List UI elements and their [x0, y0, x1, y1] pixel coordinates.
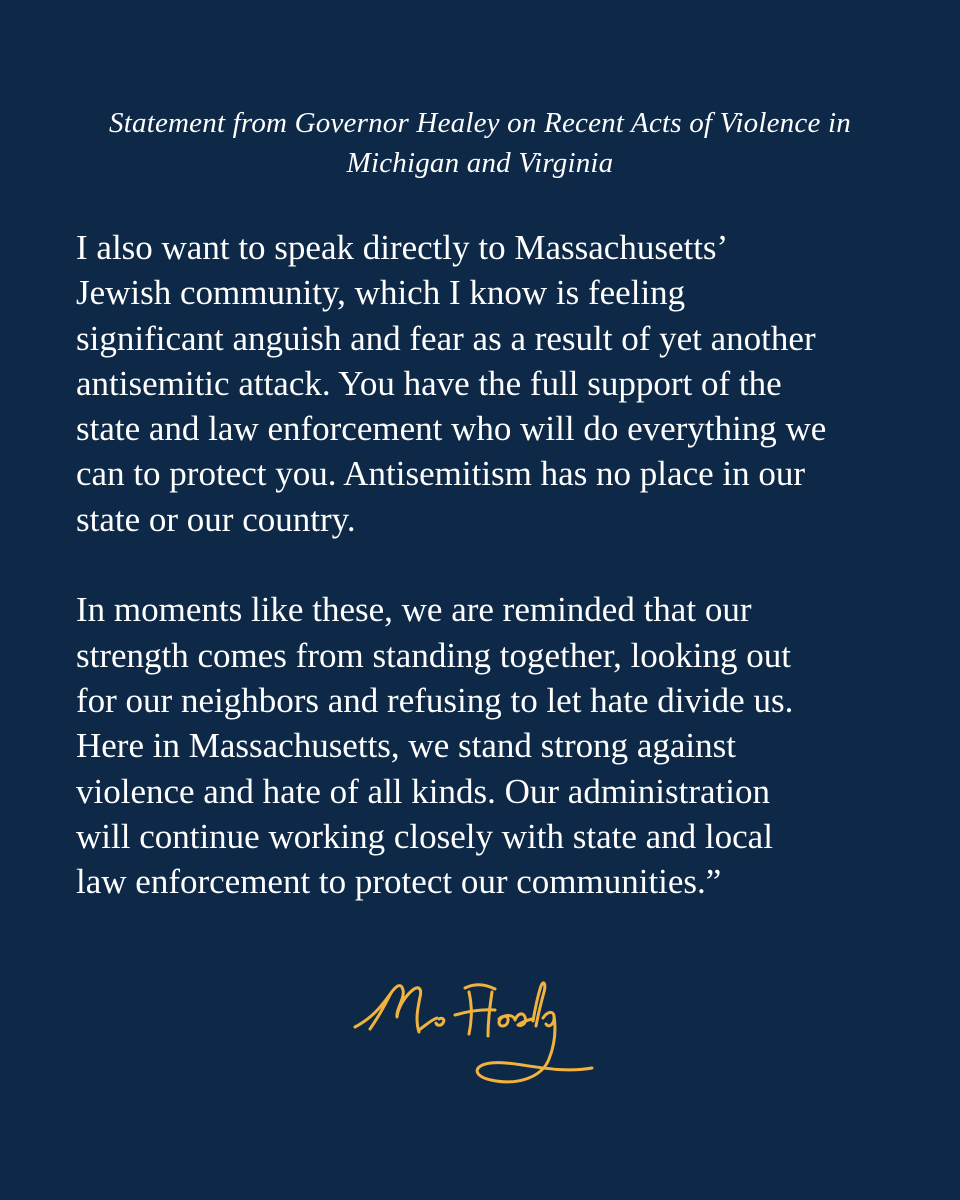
- statement-title-line-1: Statement from Governor Healey on Recent Acts of Violence in: [109, 107, 851, 139]
- paragraph-2-line-5: violence and hate of all kinds. Our administration: [76, 771, 770, 811]
- paragraph-2-line-1: In moments like these, we are reminded that our: [76, 590, 752, 630]
- paragraph-1-line-2: Jewish community, which I know is feeling: [76, 273, 686, 313]
- paragraph-2-line-3: for our neighbors and refusing to let hate divide us.: [76, 680, 794, 720]
- paragraph-2-line-4: Here in Massachusetts, we stand strong against: [76, 726, 736, 766]
- statement-body: [76, 225, 916, 950]
- paragraph-1-line-6: can to protect you. Antisemitism has no place in our: [76, 454, 806, 494]
- paragraph-1-line-7: state or our country.: [76, 499, 356, 539]
- statement-title: [0, 103, 960, 183]
- paragraph-2-line-7: law enforcement to protect our communities.”: [76, 862, 722, 902]
- paragraph-2-line-6: will continue working closely with state and local: [76, 816, 773, 856]
- governor-signature: [348, 958, 612, 1098]
- statement-paragraph-2: [76, 587, 916, 904]
- statement-paragraph-1: [76, 225, 916, 542]
- paragraph-1-line-1: I also want to speak directly to Massachusetts’: [76, 228, 729, 267]
- paragraph-2-line-2: strength comes from standing together, looking out: [76, 635, 792, 675]
- paragraph-1-line-4: antisemitic attack. You have the full support of the: [76, 363, 782, 403]
- paragraph-1-line-3: significant anguish and fear as a result of yet another: [76, 318, 816, 358]
- statement-title-line-2: Michigan and Virginia: [346, 147, 614, 179]
- handwritten-signature-icon: [348, 958, 612, 1098]
- paragraph-1-line-5: state and law enforcement who will do everything we: [76, 409, 827, 449]
